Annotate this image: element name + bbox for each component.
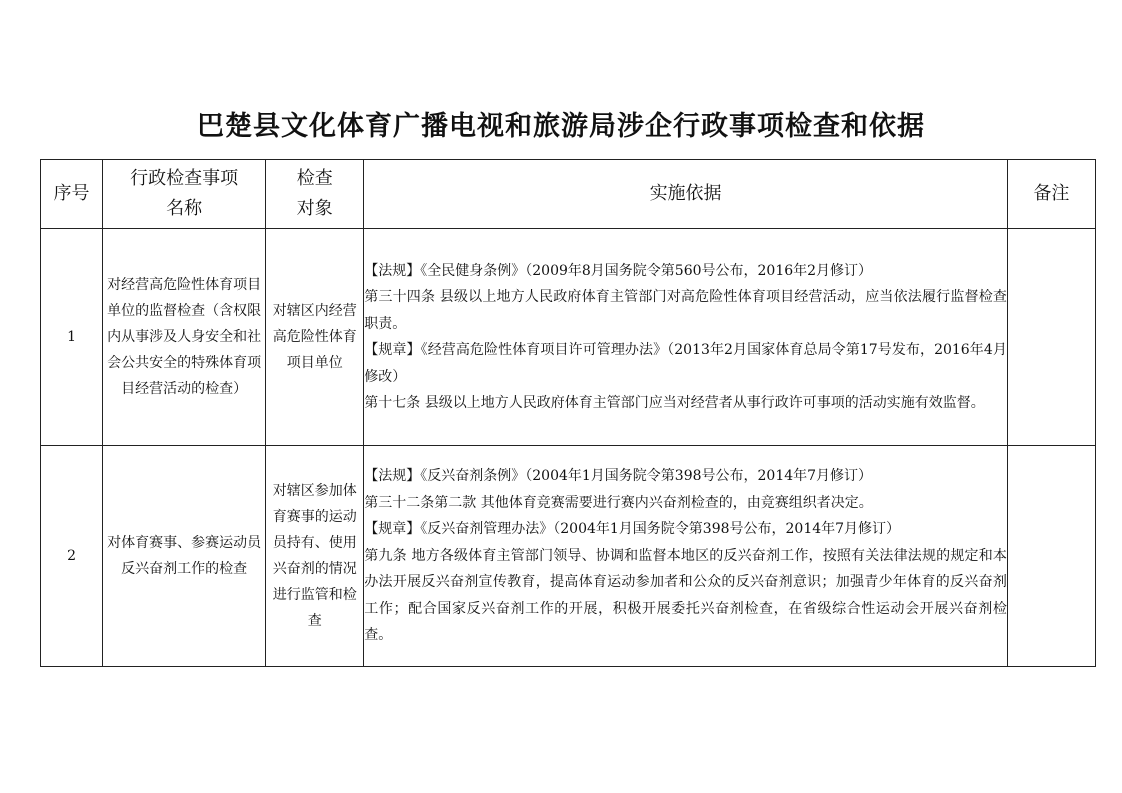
row-index: 1 — [41, 229, 103, 446]
header-note: 备注 — [1007, 160, 1095, 229]
row-basis — [364, 446, 1008, 667]
header-basis: 实施依据 — [364, 160, 1008, 229]
basis-line: 第三十二条第二款 其他体育竞赛需要进行赛内兴奋剂检查的，由竞赛组织者决定。 — [364, 494, 873, 511]
basis-line: 【规章】《反兴奋剂管理办法》（2004年1月国务院令第398号公布，2014年7月修订） — [364, 521, 901, 538]
basis-line: 【法规】《反兴奋剂条例》（2004年1月国务院令第398号公布，2014年7月修订） — [364, 468, 873, 485]
header-target-line1: 检查 — [296, 168, 333, 189]
page-title: 巴楚县文化体育广播电视和旅游局涉企行政事项检查和依据 — [197, 111, 925, 142]
row-note — [1007, 229, 1095, 446]
header-item-line1: 行政检查事项 — [130, 168, 239, 189]
basis-line: 【规章】《经营高危险性体育项目许可管理办法》（2013年2月国家体育总局令第17号发布，2016年4月修改） — [364, 342, 1007, 385]
header-target-line2: 对象 — [296, 198, 333, 219]
basis-line: 第十七条 县级以上地方人民政府体育主管部门应当对经营者从事行政许可事项的活动实施有效监督。 — [364, 395, 985, 411]
inspection-table — [40, 159, 1096, 667]
header-item-line2: 名称 — [166, 198, 203, 219]
header-index: 序号 — [41, 160, 103, 229]
basis-line: 【法规】《全民健身条例》（2009年8月国务院令第560号公布，2016年2月修订） — [364, 262, 873, 279]
table-header-row — [41, 160, 1096, 229]
row-target: 对辖区内经营高危险性体育项目单位 — [266, 229, 364, 446]
table-row — [41, 229, 1096, 446]
basis-line: 第九条 地方各级体育主管部门领导、协调和监督本地区的反兴奋剂工作，按照有关法律法规的规定和本办法开展反兴奋剂宣传教育，提高体育运动参加者和公众的反兴奋剂意识；加强青少年体育的反兴奋剂工作；配合国家反兴奋剂工作的开展，积极开展委托兴奋剂检查，在省级综合性运动会开展兴奋剂检查。 — [364, 547, 1007, 644]
header-item — [103, 160, 266, 229]
row-target: 对辖区参加体育赛事的运动员持有、使用兴奋剂的情况进行监管和检查 — [266, 446, 364, 667]
row-note — [1007, 446, 1095, 667]
row-item-name: 对经营高危险性体育项目单位的监督检查（含权限内从事涉及人身安全和社会公共安全的特殊体育项目经营活动的检查） — [103, 229, 266, 446]
row-index: 2 — [41, 446, 103, 667]
table-row — [41, 446, 1096, 667]
basis-line: 第三十四条 县级以上地方人民政府体育主管部门对高危险性体育项目经营活动，应当依法履行监督检查职责。 — [364, 289, 1007, 332]
row-item-name: 对体育赛事、参赛运动员反兴奋剂工作的检查 — [103, 446, 266, 667]
header-target — [266, 160, 364, 229]
row-basis — [364, 229, 1008, 446]
